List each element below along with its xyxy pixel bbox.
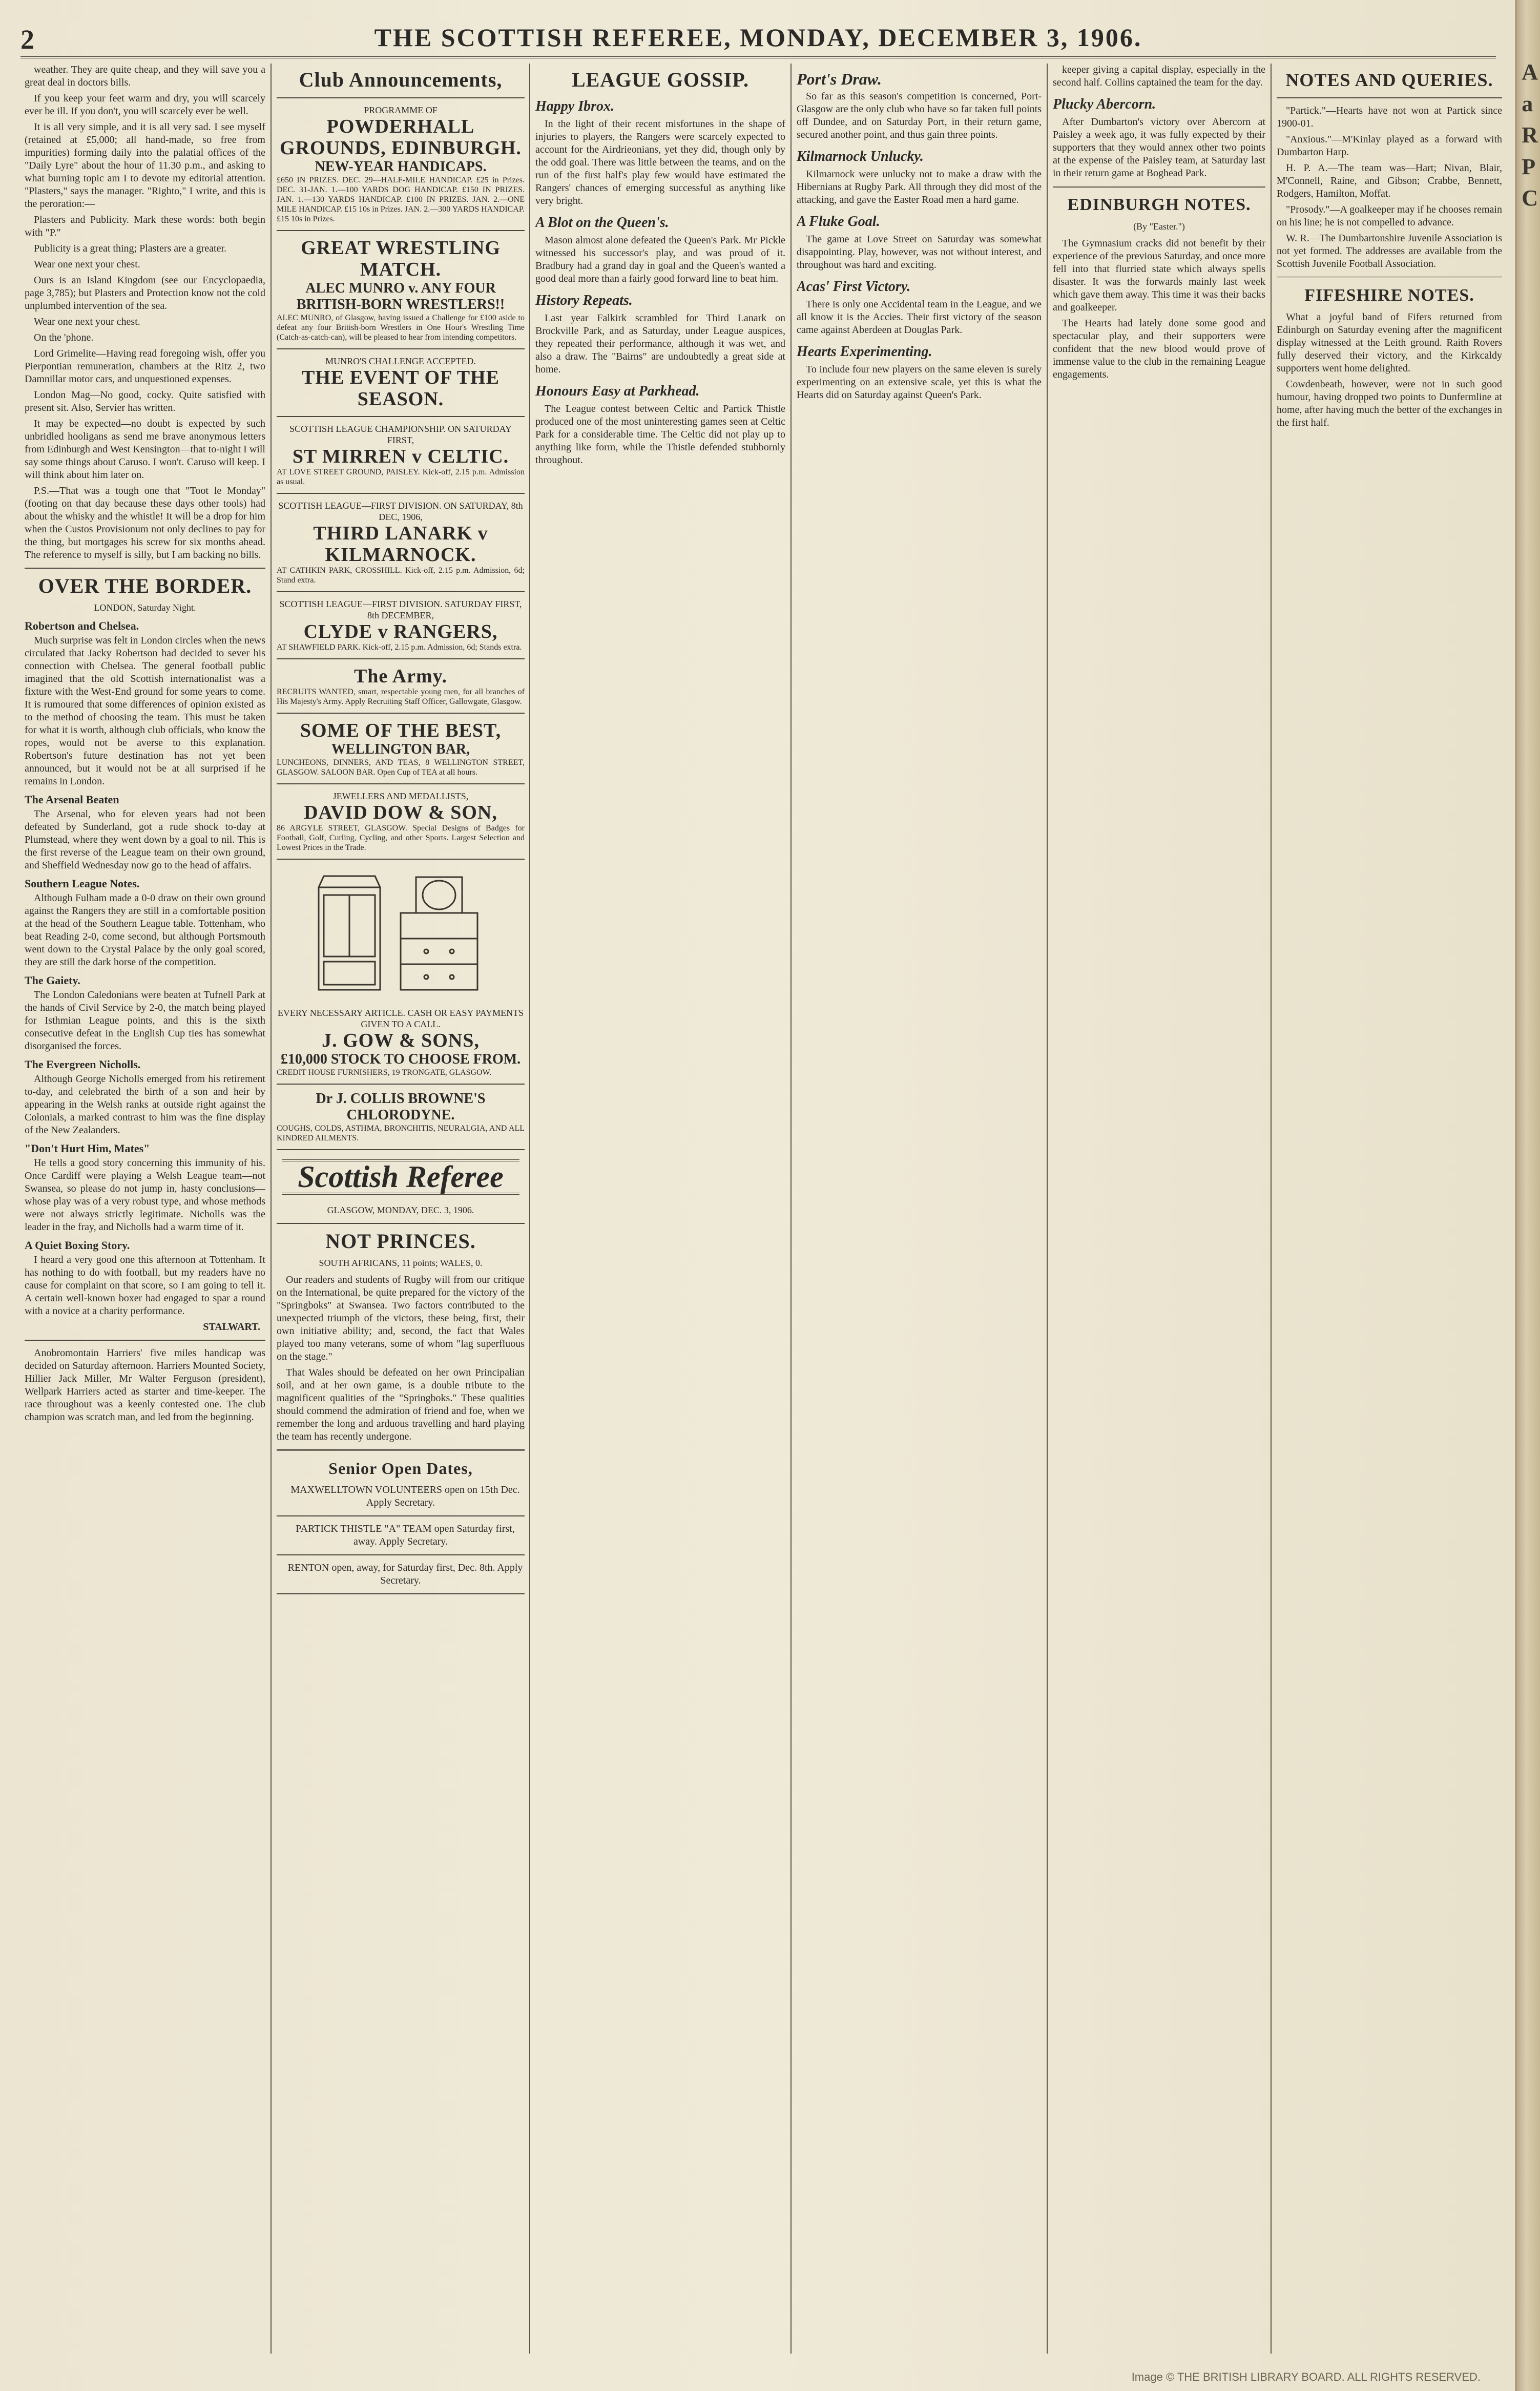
open-date-notice: PARTICK THISTLE "A" TEAM open Saturday first, away. Apply Secretary. — [296, 1523, 515, 1547]
divider — [1277, 277, 1502, 278]
column-6 — [1277, 64, 1502, 2359]
editorial-text — [277, 1274, 525, 1443]
advertisements — [277, 105, 525, 860]
advertisement — [277, 356, 525, 410]
col1-sections — [25, 619, 265, 1318]
ad-big: POWDERHALL GROUNDS, EDINBURGH. — [280, 116, 522, 159]
section-heading: Port's Draw. — [797, 70, 882, 88]
cabinet-illustration-icon — [308, 867, 493, 1000]
subheading: A Fluke Goal. — [797, 214, 880, 230]
facing-page-edge — [1515, 0, 1540, 2391]
paragraph: Lord Grimelite—Having read foregoing wish, offer you Pierpontian remuneration, chambers at the Ritz 2, two Damnillar motor cars, and unquestioned expenses. — [25, 348, 265, 385]
paragraph: That Wales should be defeated on her own Principalian soil, and at her own game, is a double tribute to the magnificent qualities of the "Springboks." These qualities should commend the admiration of friend and foe, when we remember the long and arduous travelling and hard playing the team has recently undergone. — [277, 1367, 525, 1442]
divider — [277, 658, 525, 659]
masthead-title: THE SCOTTISH REFEREE, MONDAY, DECEMBER 3, 1906. — [374, 23, 1142, 52]
section-heading: OVER THE BORDER. — [38, 574, 252, 597]
facing-page-letters — [1522, 56, 1538, 214]
paragraph: Plasters and Publicity. Mark these words: both begin with "P." — [25, 214, 265, 238]
paragraph: Wear one next your chest. — [34, 316, 140, 327]
subheading: Honours Easy at Parkhead. — [535, 383, 700, 399]
paragraph: Last year Falkirk scrambled for Third Lanark on Brockville Park, and as Saturday, under League auspices, they repeated their performance, although it was wet, and also a draw. The "Bairns" are undoubtedly a great side at home. — [535, 313, 785, 375]
paragraph: The League contest between Celtic and Partick Thistle produced one of the most uninteresting games seen at Celtic Park for a considerable time. The Celtic did not play up to anything like form, while the Thistle defended stubbornly throughout. — [535, 403, 785, 466]
ad-sub: MUNRO'S CHALLENGE ACCEPTED. — [325, 356, 476, 366]
advertisements-lower — [277, 1007, 525, 1150]
col1-intro — [25, 64, 265, 562]
paragraph: On the 'phone. — [34, 332, 94, 343]
ad-body: RECRUITS WANTED, smart, respectable young men, for all branches of His Majesty's Army. Apply Recruiting Staff Officer, Gallowgate, Glasgow. — [277, 688, 525, 706]
divider — [277, 1593, 525, 1594]
section-heading: Club Announcements, — [299, 68, 503, 91]
advertisement — [277, 1007, 525, 1077]
masthead — [20, 20, 1496, 58]
divider — [1277, 97, 1502, 98]
newspaper-logo: Scottish Referee — [282, 1159, 519, 1195]
paragraph: Ours is an Island Kingdom (see our Encyclopaedia, page 3,785); but Plasters and Protection know not the cold unplumbed intervention of the sea. — [25, 275, 265, 311]
subheading: "Don't Hurt Him, Mates" — [25, 1142, 150, 1155]
ad-sub: SCOTTISH LEAGUE—FIRST DIVISION. ON SATURDAY, 8th DEC, 1906, — [278, 501, 523, 522]
fifeshire-notes-heading: FIFESHIRE NOTES. — [1304, 286, 1474, 305]
paragraph: There is only one Accidental team in the League, and we all know it is the Accies. Their first victory of the season came against Aberdeen at Douglas Park. — [797, 299, 1042, 336]
divider — [277, 1223, 525, 1224]
query-item: "Partick."—Hearts have not won at Partick since 1900-01. — [1277, 105, 1502, 129]
ad-big: THIRD LANARK v KILMARNOCK. — [313, 523, 488, 566]
paragraph: It is all very simple, and it is all very sad. I see myself (retained at £5,000; all hand-made, so free from impurities) forming daily into the palatial offices of the "Daily Lyre" about the hour of 11.30 p.m., and asking to what burning topic am I to devote my editorial attention. "Plasters," says the manager. "Righto," I write, and this is the peroration:— — [25, 121, 265, 210]
ad-sub: PROGRAMME OF — [364, 105, 438, 115]
paragraph: The Hearts had lately done some good and spectacular play, and their supporters were confident that the new blood would prove of immense value to the club in the remaining League engagements. — [1053, 318, 1265, 380]
paragraph: The London Caledonians were beaten at Tufnell Park at the hands of Civil Service by 2-0, the match being played for Isthmian League points, and this is the sixth consecutive defeat in the English Cup ties has somewhat disorganised the forces. — [25, 989, 265, 1052]
paragraph: weather. They are quite cheap, and they will save you a great deal in doctors bills. — [25, 64, 265, 88]
divider — [277, 416, 525, 417]
editorial-heading: NOT PRINCES. — [325, 1230, 476, 1253]
ad-big: ST MIRREN v CELTIC. — [292, 446, 509, 467]
subheading: Happy Ibrox. — [535, 98, 614, 114]
ad-big: DAVID DOW & SON, — [304, 802, 497, 823]
edge-letter: R — [1522, 122, 1538, 148]
divider — [277, 1449, 525, 1451]
signature: STALWART. — [203, 1321, 260, 1333]
edge-letter: a — [1522, 91, 1533, 116]
subheading: Kilmarnock Unlucky. — [797, 149, 924, 164]
paragraph: Publicity is a great thing; Plasters are a greater. — [34, 243, 226, 254]
paragraph: After Dumbarton's victory over Abercorn at Paisley a week ago, it was fully expected by their supporters that they would annex other two points at the expense of the Paisley team, at Saturday last in their return game at Boghead Park. — [1053, 116, 1265, 179]
fifeshire-notes-text — [1277, 311, 1502, 429]
divider — [1053, 186, 1265, 188]
column-1 — [25, 64, 265, 2359]
byline: (By "Easter.") — [1133, 221, 1185, 232]
senior-open-dates-heading: Senior Open Dates, — [328, 1459, 473, 1478]
paragraph: Cowdenbeath, however, were not in such good humour, having dropped two points to Dunfermline at home, after having much the better of the exchanges in the first half. — [1277, 379, 1502, 428]
column-2 — [277, 64, 525, 2359]
paragraph: To include four new players on the same eleven is surely experimenting on an extensive scale, yet this is what the Hearts did on Saturday against Queen's Park. — [797, 364, 1042, 401]
edge-letter: P — [1522, 154, 1536, 179]
open-dates-list — [277, 1484, 525, 1594]
subheading: The Evergreen Nicholls. — [25, 1058, 141, 1071]
column-rule — [1271, 64, 1272, 2354]
ad-body: LUNCHEONS, DINNERS, AND TEAS, 8 WELLINGTON STREET, GLASGOW. SALOON BAR. Open Cup of TEA at all hours. — [277, 758, 525, 777]
paragraph: What a joyful band of Fifers returned from Edinburgh on Saturday evening after the magnificent display witnessed at the Leith ground. Raith Rovers fully deserved their victory, and the Kirkcaldy supporters went home delighted. — [1277, 311, 1502, 374]
column-4 — [797, 64, 1042, 2359]
paragraph: London Mag—No good, cocky. Quite satisfied with present sit. Also, Servier has written. — [25, 389, 265, 413]
open-date-notice: RENTON open, away, for Saturday first, Dec. 8th. Apply Secretary. — [287, 1562, 523, 1586]
advertisement — [277, 666, 525, 706]
ad-body: 86 ARGYLE STREET, GLASGOW. Special Designs of Badges for Football, Golf, Curling, Cycling, and other Sports. Largest Selection and Lowest Prices in the Trade. — [277, 824, 525, 852]
advertisement — [277, 237, 525, 342]
ad-big: J. GOW & SONS, — [322, 1030, 480, 1051]
subheading: Robertson and Chelsea. — [25, 619, 139, 632]
column-3 — [535, 64, 785, 2359]
paragraph: The game at Love Street on Saturday was somewhat disappointing. Play, however, was not without interest, and throughout was hard and exciting. — [797, 234, 1042, 271]
query-item: H. P. A.—The team was—Hart; Nivan, Blair, M'Connell, Raine, and Gibson; Crabbe, Bennett, Rodgers, Hamilton, Moffat. — [1277, 162, 1502, 199]
column-rule — [529, 64, 530, 2354]
edinburgh-notes-text — [1053, 237, 1265, 381]
subheading: Plucky Abercorn. — [1053, 96, 1156, 112]
ad-med: NEW-YEAR HANDICAPS. — [315, 159, 487, 175]
queries-list — [1277, 105, 1502, 271]
advertisement — [277, 423, 525, 487]
ad-med: WELLINGTON BAR, — [331, 741, 470, 757]
divider — [277, 1149, 525, 1150]
paragraph: Kilmarnock were unlucky not to make a draw with the Hibernians at Rugby Park. All through they did most of the attacking, and gave the Easter Road men a hard game. — [797, 169, 1042, 205]
subheading: Hearts Experimenting. — [797, 344, 932, 360]
ad-med: ALEC MUNRO v. ANY FOUR BRITISH-BORN WRESTLERS!! — [296, 280, 505, 313]
query-item: "Prosody."—A goalkeeper may if he chooses remain on his line; he is not compelled to advance. — [1277, 204, 1502, 228]
divider — [277, 493, 525, 494]
match-report-sections — [797, 90, 1042, 402]
edinburgh-notes-heading: EDINBURGH NOTES. — [1067, 195, 1251, 214]
league-gossip-sections — [535, 98, 785, 467]
divider — [277, 1515, 525, 1516]
ad-big: THE EVENT OF THE SEASON. — [302, 367, 500, 410]
advertisement — [277, 791, 525, 853]
subheading: A Blot on the Queen's. — [535, 215, 669, 231]
paragraph: I heard a very good one this afternoon at Tottenham. It has nothing to do with football, but my readers have no cause for complaint on that score, so I am going to tell it. A certain well-known boxer had engaged to spar a round with a novice at a charity performance. — [25, 1254, 265, 1317]
subheading: History Repeats. — [535, 293, 633, 308]
ad-body: AT LOVE STREET GROUND, PAISLEY. Kick-off, 2.15 p.m. Admission as usual. — [277, 468, 525, 486]
ad-sub: JEWELLERS AND MEDALLISTS, — [332, 791, 469, 801]
intro-paragraph: keeper giving a capital display, especially in the second half. Collins captained the team for the day. — [1053, 64, 1265, 88]
notes-queries-heading: NOTES AND QUERIES. — [1285, 70, 1493, 90]
divider — [277, 230, 525, 231]
paragraph: He tells a good story concerning this immunity of his. Once Cardiff were playing a Welsh League team—not Swansea, so please do not jump in, hasty conclusions—whose play was of a very robust type, and whose methods were not always strictly legitimate. Nicholls was the leader in the fray, and Nicholls had a warm time of it. — [25, 1157, 265, 1233]
divider — [277, 1554, 525, 1555]
column-rule — [1047, 64, 1048, 2354]
advertisement — [277, 720, 525, 777]
open-date-notice: MAXWELLTOWN VOLUNTEERS open on 15th Dec. Apply Secretary. — [290, 1484, 520, 1508]
logo-dateline: GLASGOW, MONDAY, DEC. 3, 1906. — [327, 1205, 474, 1215]
paragraph: If you keep your feet warm and dry, you will scarcely ever be ill. If you don't, you will scarcely ever be well. — [25, 93, 265, 117]
ad-body: COUGHS, COLDS, ASTHMA, BRONCHITIS, NEURALGIA, AND ALL KINDRED AILMENTS. — [277, 1124, 525, 1142]
query-item: "Anxious."—M'Kinlay played as a forward with Dumbarton Harp. — [1277, 134, 1502, 158]
divider — [277, 1084, 525, 1085]
paragraph: In the light of their recent misfortunes in the shape of injuries to players, the Rangers were scarcely expected to account for the Airdrieonians, yet they did, though only by the odd goal. There was little between the teams, and on the run of the first half's play few would have estimated the Rangers' chances of emerging successful as anything like very bright. — [535, 118, 785, 206]
paragraph: Our readers and students of Rugby will from our critique on the International, be quite prepared for the victory of the "Springboks" at Swansea. Two factors contributed to the unexpected triumph of the victors, these being, first, their own initiative ability; and, second, the fact that Wales played too many veterans, some of whom "lag superfluous on the stage." — [277, 1274, 525, 1362]
furniture-illustration — [308, 867, 493, 1000]
ad-body: AT CATHKIN PARK, CROSSHILL. Kick-off, 2.15 p.m. Admission, 6d; Stand extra. — [277, 566, 525, 585]
column-rule — [790, 64, 792, 2354]
editorial-subheading: SOUTH AFRICANS, 11 points; WALES, 0. — [319, 1258, 483, 1268]
ad-sub: SCOTTISH LEAGUE—FIRST DIVISION. SATURDAY FIRST, 8th DECEMBER, — [279, 599, 522, 620]
subheading: The Arsenal Beaten — [25, 793, 119, 806]
match-report-sections — [1053, 96, 1265, 180]
advertisement — [277, 500, 525, 585]
section-heading: LEAGUE GOSSIP. — [572, 68, 749, 91]
ad-big: The Army. — [353, 666, 448, 687]
ad-sub: SCOTTISH LEAGUE CHAMPIONSHIP. ON SATURDAY FIRST, — [289, 424, 512, 445]
page-number: 2 — [20, 24, 34, 55]
ad-big: CLYDE v RANGERS, — [303, 621, 498, 642]
paragraph: Much surprise was felt in London circles when the news circulated that Jacky Robertson had decided to sever his connection with Chelsea. The general football public imagined that the old Scottish internationalist was a fixture with the West-End ground for some years to come. It is rumoured that some differences of opinion existed as to the method of choosing the team. This must be taken for what it is worth, although club officials, who know the ropes, would not be averse to this explanation. Robertson's future destination has not yet been announced, but it would not be at all surprised if he remains in London. — [25, 635, 265, 787]
divider — [277, 97, 525, 98]
closing-paragraph: Anobromontain Harriers' five miles handicap was decided on Saturday afternoon. Harriers Mounted Society, Hillier Jack Miller, Mr Walter Ferguson (president), Wellpark Harriers acted as starter and time-keeper. The race throughout was a keenly contested one. The club champion was scratch man, and led from the beginning. — [25, 1347, 265, 1423]
divider — [277, 713, 525, 714]
ad-body: CREDIT HOUSE FURNISHERS, 19 TRONGATE, GLASGOW. — [277, 1068, 492, 1077]
ad-big: SOME OF THE BEST, — [300, 720, 502, 741]
subheading: A Quiet Boxing Story. — [25, 1239, 130, 1252]
paragraph: It may be expected—no doubt is expected by such unbridled hooligans as send me brave anonymous letters from Edinburgh and West Kensington—that to-night I will say some things about Caruso. I won't. Caruso will keep. I will think about him later on. — [25, 418, 265, 481]
ad-big: GREAT WRESTLING MATCH. — [301, 237, 501, 280]
ad-body: ALEC MUNRO, of Glasgow, having issued a Challenge for £100 aside to defeat any four British-born Wrestlers in One Hour's Wrestling Time (Catch-as-catch-can), will be pleased to hear from intending competitors. — [277, 314, 525, 342]
divider — [25, 1340, 265, 1341]
divider — [25, 568, 265, 569]
copyright-footer: Image © THE BRITISH LIBRARY BOARD. ALL RIGHTS RESERVED. — [1131, 2371, 1481, 2383]
dateline: LONDON, Saturday Night. — [94, 602, 196, 613]
query-item: W. R.—The Dumbartonshire Juvenile Association is not yet formed. The addresses are available from the Scottish Juvenile Football Association. — [1277, 233, 1502, 269]
ad-med: Dr J. COLLIS BROWNE'S CHLORODYNE. — [316, 1091, 486, 1123]
paragraph: So far as this season's competition is concerned, Port-Glasgow are the only club who have so far taken full points off Dundee, and on Saturday Port, in their return game, secured another point, and thus gain three points. — [797, 91, 1042, 140]
ad-body: £650 IN PRIZES. DEC. 29—HALF-MILE HANDICAP. £25 in Prizes. DEC. 31-JAN. 1.—100 YARDS DOG HANDICAP. £150 IN PRIZES. JAN. 1.—130 YARDS HANDICAP. £100 IN PRIZES. JAN. 2.—ONE MILE HANDICAP. £15 10s in Prizes. JAN. 2.—300 YARDS HANDICAP. £15 10s in Prizes. — [277, 176, 525, 223]
divider — [277, 591, 525, 592]
ad-body: AT SHAWFIELD PARK. Kick-off, 2.15 p.m. Admission, 6d; Stands extra. — [277, 643, 522, 652]
advertisement — [277, 1091, 525, 1143]
divider — [277, 859, 525, 860]
advertisement — [277, 105, 525, 224]
paragraph: The Arsenal, who for eleven years had not been defeated by Sunderland, got a rude shock to-day at Plumstead, where they went down by a goal to nil. This is the first reverse of the League team on their own ground, and Sheffield Wednesday now go to the head of affairs. — [25, 808, 265, 871]
divider — [277, 783, 525, 784]
column-rule — [270, 64, 272, 2354]
paragraph: The Gymnasium cracks did not benefit by their experience of the previous Saturday, and once more fell into that flurried state which always spells disaster. It was the forwards mainly last week which gave them away. This time it was their backs and goalkeeper. — [1053, 238, 1265, 313]
advertisement — [277, 598, 525, 652]
subheading: The Gaiety. — [25, 974, 80, 987]
ad-sub: EVERY NECESSARY ARTICLE. CASH OR EASY PAYMENTS GIVEN TO A CALL. — [277, 1008, 524, 1029]
ad-med: £10,000 STOCK TO CHOOSE FROM. — [280, 1051, 521, 1067]
paragraph: Wear one next your chest. — [34, 259, 140, 270]
column-5 — [1053, 64, 1265, 2359]
paragraph: Although George Nicholls emerged from his retirement to-day, and celebrated the birth of a son and heir by appearing in the Welsh ranks at outside right against the Colonials, a marked contrast to him was the fine display of the New Zealanders. — [25, 1073, 265, 1136]
subheading: Southern League Notes. — [25, 877, 140, 890]
paragraph: Although Fulham made a 0-0 draw on their own ground against the Rangers they are still in a comfortable position at the head of the Southern League table. Tottenham, who beat Reading 2-0, come second, but although Portsmouth went down to the Crystal Palace by the only goal scored, they are still the dark horse of the competition. — [25, 892, 265, 968]
divider — [277, 348, 525, 349]
paragraph: Mason almost alone defeated the Queen's Park. Mr Pickle witnessed his successor's play, and was proud of it. Bradbury had a grand day in goal and the Queen's wanted a good deal more than a fairly good forward line to beat him. — [535, 235, 785, 284]
paragraph: P.S.—That was a tough one that "Toot le Monday" (footing on that day because these days other tools) had about the whisky and the whistle! It will be a drop for him when the Custos Provisionum not only declines to pay for the thing, but mortgages his screw for six months ahead. The reference to myself is silly, but I am backing no bills. — [25, 485, 265, 560]
subheading: Acas' First Victory. — [797, 279, 911, 295]
edge-letter: C — [1522, 185, 1538, 211]
edge-letter: A — [1522, 59, 1538, 85]
